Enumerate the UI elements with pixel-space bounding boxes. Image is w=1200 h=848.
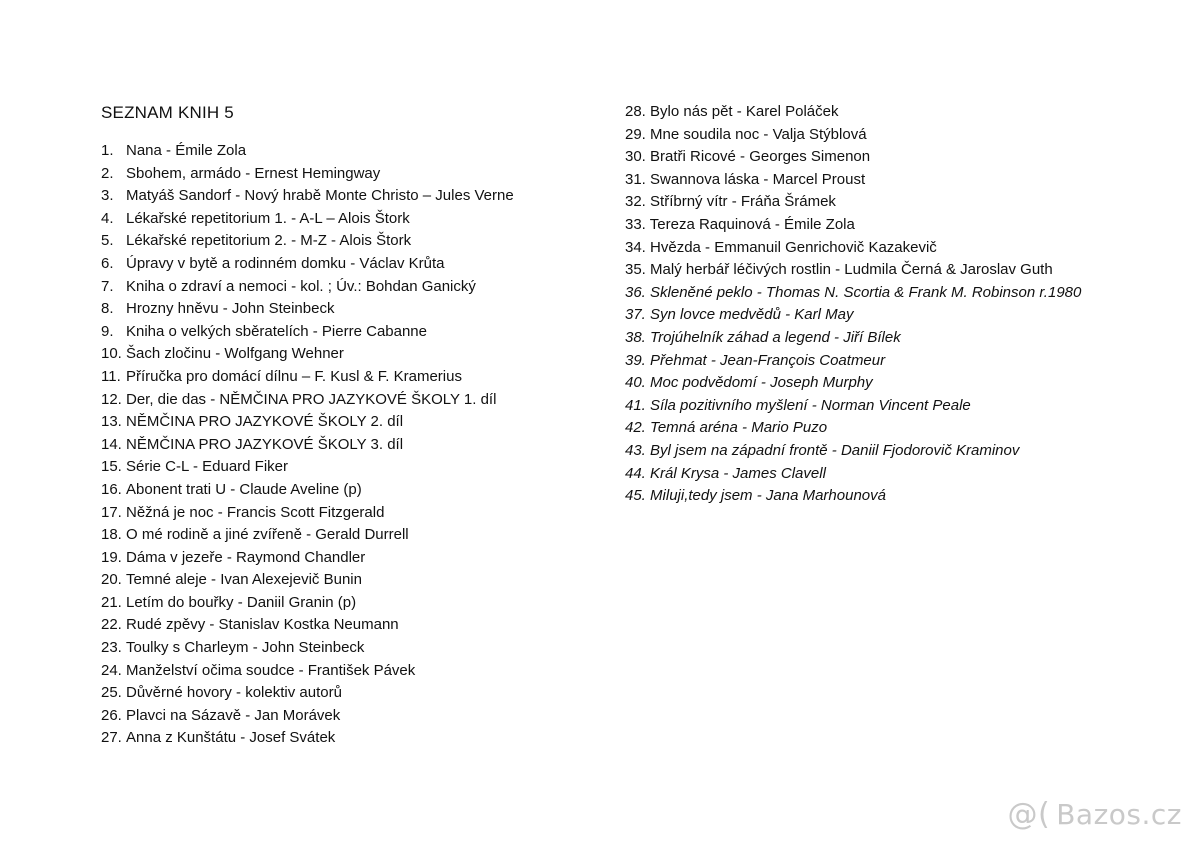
book-list-text: Plavci na Sázavě - Jan Morávek [126,706,341,724]
book-list-item [101,434,514,457]
book-list-item [101,727,514,750]
book-list-text: Trojúhelník záhad a legend - Jiří Bílek [650,328,901,346]
book-list-number: 19. [101,548,122,566]
book-list-item [625,395,1081,418]
book-list-text: Dáma v jezeře - Raymond Chandler [126,548,366,566]
book-list-number: 43. [625,441,646,459]
book-list-number: 42. [625,419,646,437]
book-list-text: O mé rodině a jiné zvířeně - Gerald Durrell [126,526,409,544]
book-list-number: 10. [101,345,122,363]
book-list-item [101,456,514,479]
book-list-item [101,614,514,637]
book-list-text: Kniha o zdraví a nemoci - kol. ; Úv.: Bohdan Ganický [126,277,476,295]
book-list-right [625,101,1081,508]
book-list-number: 38. [625,328,646,346]
book-list-item [101,502,514,525]
book-list-number: 35. [625,261,646,279]
book-list-item [101,682,514,705]
book-list-text: Miluji,tedy jsem - Jana Marhounová [650,487,886,505]
book-list-item [101,321,514,344]
book-list-text: Mne soudila noc - Valja Stýblová [650,125,867,143]
book-list-left [101,140,514,750]
book-list-number: 24. [101,661,122,679]
book-list-number: 12. [101,390,122,408]
book-list-text: Bylo nás pět - Karel Poláček [650,103,839,120]
book-list-text: Stříbrný vítr - Fráňa Šrámek [650,193,836,211]
book-list-number: 44. [625,464,646,482]
book-list-text: NĚMČINA PRO JAZYKOVÉ ŠKOLY 2. díl [126,413,404,431]
book-list-item [625,282,1081,305]
book-list-text: Lékařské repetitorium 1. - A-L – Alois Štork [126,209,410,227]
book-list-item [625,214,1081,237]
book-list-number: 30. [625,148,646,166]
book-list-item [101,547,514,570]
book-list-item [101,366,514,389]
book-list-number: 4. [101,209,114,227]
book-list-item [101,389,514,412]
book-list-item [101,253,514,276]
book-list-text: Abonent trati U - Claude Aveline (p) [126,480,362,498]
book-list-text: Hvězda - Emmanuil Genrichovič Kazakevič [650,238,937,256]
book-list-text: NĚMČINA PRO JAZYKOVÉ ŠKOLY 3. díl [126,435,404,453]
book-list-item [625,417,1081,440]
book-list-number: 29. [625,125,646,143]
book-list-number: 3. [101,187,114,205]
book-list-text: Manželství očima soudce - František Pávek [126,661,416,679]
book-list-number: 34. [625,238,646,256]
book-list-text: Skleněné peklo - Thomas N. Scortia & Frank M. Robinson r.1980 [650,283,1082,301]
book-list-item [625,440,1081,463]
book-list-item [625,237,1081,260]
book-list-number: 2. [101,164,114,182]
book-list-item [101,298,514,321]
book-list-number: 8. [101,300,114,318]
book-list-item [101,524,514,547]
book-list-text: Temná aréna - Mario Puzo [650,419,828,437]
book-list-number: 28. [625,103,646,120]
book-list-item [101,163,514,186]
book-list-text: Něžná je noc - Francis Scott Fitzgerald [126,503,385,521]
book-list-number: 32. [625,193,646,211]
book-list-item [625,259,1081,282]
book-list-text: Kniha o velkých sběratelích - Pierre Cabanne [126,322,427,340]
book-list-text: Série C-L - Eduard Fiker [126,458,288,476]
book-list-item [101,230,514,253]
book-list-number: 45. [625,487,646,505]
book-list-text: Matyáš Sandorf - Nový hrabě Monte Christo – Jules Verne [126,187,514,205]
book-list-text: Byl jsem na západní frontě - Daniil Fjodorovič Kraminov [650,441,1020,459]
book-list-number: 20. [101,571,122,589]
book-list-text: Letím do bouřky - Daniil Granin (p) [126,593,357,611]
book-list-item [101,343,514,366]
book-list-text: Důvěrné hovory - kolektiv autorů [126,684,342,702]
book-list-item [625,304,1081,327]
book-list-item [101,660,514,683]
book-list-item [625,327,1081,350]
book-list-number: 26. [101,706,122,724]
book-list-number: 14. [101,435,122,453]
book-list-item [625,372,1081,395]
book-list-number: 41. [625,396,646,414]
book-list-item [101,276,514,299]
book-list-number: 13. [101,413,122,431]
book-list-text: Král Krysa - James Clavell [650,464,826,482]
book-list-item [101,208,514,231]
book-list-text: Moc podvědomí - Joseph Murphy [650,374,873,392]
book-list-number: 15. [101,458,122,476]
book-list-number: 17. [101,503,122,521]
book-list-number: 7. [101,277,114,295]
book-list-item [101,140,514,163]
bazos-watermark [1008,794,1183,834]
book-list-item [625,191,1081,214]
book-list-number: 1. [101,142,114,159]
book-list-item [101,592,514,615]
book-list-item [101,569,514,592]
book-list-text: Šach zločinu - Wolfgang Wehner [126,345,344,363]
book-list-number: 36. [625,283,646,301]
book-list-item [625,463,1081,486]
book-list-item [625,350,1081,373]
book-list-item [625,124,1081,147]
book-list-item [101,185,514,208]
book-list-item [625,146,1081,169]
book-list-number: 9. [101,322,114,340]
book-list-text: Rudé zpěvy - Stanislav Kostka Neumann [126,616,399,634]
book-list-number: 18. [101,526,122,544]
book-list-text: Anna z Kunštátu - Josef Svátek [126,729,336,747]
book-list-text: Síla pozitivního myšlení - Norman Vincent Peale [650,396,971,414]
book-list-text: Hrozny hněvu - John Steinbeck [126,300,335,318]
book-list-item [625,169,1081,192]
book-list-text: Malý herbář léčivých rostlin - Ludmila Černá & Jaroslav Guth [650,261,1053,279]
at-sign-icon: @( [1007,796,1051,832]
book-list-text: Sbohem, armádo - Ernest Hemingway [126,164,381,182]
book-list-number: 37. [625,306,646,324]
book-list-number: 31. [625,170,646,188]
book-list-text: Příručka pro domácí dílnu – F. Kusl & F. Kramerius [126,367,462,385]
book-list-text: Lékařské repetitorium 2. - M-Z - Alois Štork [126,232,412,250]
book-list-text: Bratři Ricové - Georges Simenon [650,148,871,166]
book-list-text: Tereza Raquinová - Émile Zola [649,215,855,233]
book-list-number: 40. [625,374,646,392]
book-list-number: 27. [101,729,122,747]
book-list-number: 5. [101,232,114,250]
book-list-item [101,411,514,434]
book-list-number: 33. [625,215,646,233]
book-list-item [101,637,514,660]
watermark-text: Bazos.cz [1056,797,1182,831]
book-list-number: 21. [101,593,122,611]
book-list-item [101,479,514,502]
book-list-item [625,101,1081,124]
book-list-number: 39. [625,351,646,369]
book-list-number: 25. [101,684,122,702]
book-list-text: Temné aleje - Ivan Alexejevič Bunin [126,571,362,589]
book-list-text: Přehmat - Jean-François Coatmeur [650,351,886,369]
book-list-text: Der, die das - NĚMČINA PRO JAZYKOVÉ ŠKOLY 1. díl [126,390,497,408]
book-list-number: 22. [101,616,122,634]
book-list-number: 6. [101,254,114,272]
book-list-text: Nana - Émile Zola [126,142,247,159]
book-list-number: 16. [101,480,122,498]
book-list-text: Swannova láska - Marcel Proust [650,170,866,188]
book-list-item [101,705,514,728]
page-title: SEZNAM KNIH 5 [101,103,234,122]
book-list-text: Úpravy v bytě a rodinném domku - Václav Krůta [126,254,445,272]
book-list-number: 11. [101,367,121,385]
book-list-text: Syn lovce medvědů - Karl May [650,306,854,324]
book-list-item [625,485,1081,508]
book-list-text: Toulky s Charleym - John Steinbeck [126,639,365,657]
book-list-number: 23. [101,639,122,657]
